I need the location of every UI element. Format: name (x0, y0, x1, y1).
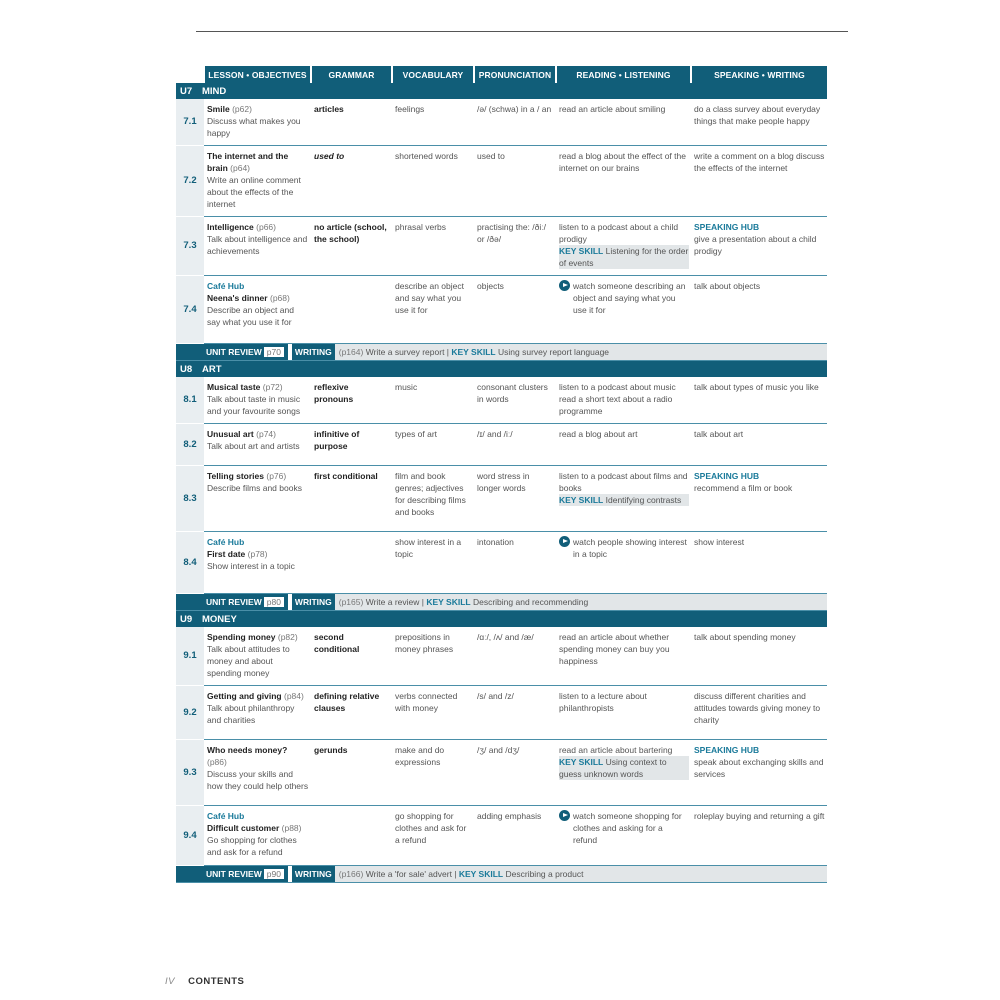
pronunciation-text: /ɪ/ and /iː/ (477, 429, 513, 439)
pronunciation-cell (474, 146, 556, 217)
contents-table (176, 66, 827, 883)
play-video-icon[interactable] (559, 280, 570, 291)
vocabulary-text: feelings (395, 104, 425, 114)
vocabulary-cell (392, 627, 474, 686)
unit-review-bar (176, 344, 827, 361)
writing-task-box: (p166) Write a 'for sale' advert | KEY SKILL Describing a product (335, 866, 827, 882)
vocabulary-text: shortened words (395, 151, 458, 161)
lesson-objectives-cell (204, 99, 311, 146)
reading-listening-cell (556, 686, 691, 740)
grammar-text: infinitive of purpose (314, 429, 360, 451)
lesson-title: Intelligence (207, 222, 254, 232)
lesson-objective: Discuss what makes you happy (207, 116, 301, 138)
pronunciation-cell (474, 99, 556, 146)
grammar-cell (311, 740, 392, 806)
unit-review-label-box (176, 594, 288, 610)
reading-listening-cell (556, 806, 691, 866)
writing-task-box: (p165) Write a review | KEY SKILL Describing and recommending (335, 594, 827, 610)
reading-text: read an article about whether spending money can buy you happiness (559, 632, 670, 666)
reading-listening-cell (556, 532, 691, 594)
reading-listening-cell (556, 424, 691, 466)
lesson-objectives-cell (204, 276, 311, 344)
lesson-title: Difficult customer (207, 823, 280, 833)
speaking-text: talk about objects (694, 281, 761, 291)
speaking-text: give a presentation about a child prodigy (694, 234, 817, 256)
grammar-cell (311, 627, 392, 686)
reading-text: listen to a podcast about films and books (559, 471, 688, 493)
reading-text: read an article about smiling (559, 104, 666, 114)
lesson-title: Who needs money? (207, 745, 288, 755)
lesson-objective: Talk about intelligence and achievements (207, 234, 308, 256)
speaking-writing-cell (691, 686, 827, 740)
vocabulary-cell (392, 99, 474, 146)
speaking-text: show interest (694, 537, 745, 547)
reading-text: watch someone describing an object and saying what you use it for (573, 281, 686, 315)
writing-page: (p166) (338, 869, 364, 879)
vocabulary-text: prepositions in money phrases (395, 632, 454, 654)
unit-name: MONEY (202, 613, 237, 625)
key-skill-label: KEY SKILL (559, 495, 604, 505)
lesson-objective: Talk about attitudes to money and about spending money (207, 644, 290, 678)
lesson-row (176, 217, 827, 276)
pronunciation-cell (474, 424, 556, 466)
review-key-skill-label: KEY SKILL (458, 869, 504, 879)
lesson-row (176, 686, 827, 740)
unit-review-label-box (176, 866, 288, 882)
unit-review-page: p80 (264, 597, 284, 607)
vocabulary-text: music (395, 382, 418, 392)
grammar-cell (311, 806, 392, 866)
lesson-page: (p84) (283, 691, 304, 701)
unit-row (176, 83, 827, 99)
header-pronunciation: PRONUNCIATION (474, 66, 556, 83)
speaking-writing-cell (691, 740, 827, 806)
lesson-objectives-cell (204, 377, 311, 424)
reading-listening-cell (556, 740, 691, 806)
grammar-text: first conditional (314, 471, 378, 481)
unit-number: U9 (180, 613, 193, 625)
lesson-title: Unusual art (207, 429, 254, 439)
lesson-objective: Describe an object and say what you use it for (207, 305, 294, 327)
lesson-number: 8.4 (176, 532, 204, 594)
reading-listening-cell (556, 627, 691, 686)
lesson-number: 8.3 (176, 466, 204, 532)
pronunciation-cell (474, 377, 556, 424)
header-vocabulary: VOCABULARY (392, 66, 474, 83)
pronunciation-cell (474, 806, 556, 866)
reading-text: read a blog about art (559, 429, 638, 439)
lesson-page: (p72) (262, 382, 283, 392)
reading-text: listen to a podcast about music read a short text about a radio programme (559, 382, 676, 416)
key-skill-box (559, 756, 689, 780)
grammar-cell (311, 466, 392, 532)
pronunciation-text: /ʒ/ and /dʒ/ (477, 745, 520, 755)
speaking-text: recommend a film or book (694, 483, 793, 493)
video-row (559, 280, 689, 316)
pronunciation-text: intonation (477, 537, 514, 547)
unit-review-label-box (176, 344, 288, 360)
play-video-icon[interactable] (559, 810, 570, 821)
lesson-objectives-cell (204, 424, 311, 466)
grammar-cell (311, 686, 392, 740)
grammar-text: second conditional (314, 632, 360, 654)
lesson-title: Musical taste (207, 382, 261, 392)
unit-review-row (176, 594, 827, 612)
speaking-writing-cell (691, 466, 827, 532)
lesson-page: (p66) (256, 222, 276, 232)
lesson-title: Neena's dinner (207, 293, 268, 303)
lesson-title: Telling stories (207, 471, 264, 481)
review-key-skill-label: KEY SKILL (426, 597, 471, 607)
pronunciation-cell (474, 217, 556, 276)
speaking-text: do a class survey about everyday things that make people happy (694, 104, 821, 126)
writing-task: Write a 'for sale' advert (365, 869, 452, 879)
lesson-objectives-cell (204, 740, 311, 806)
pronunciation-text: /s/ and /z/ (477, 691, 514, 701)
pronunciation-text: practising the: /ðiː/ or /ðə/ (477, 222, 546, 244)
lesson-page: (p88) (281, 823, 302, 833)
unit-review-bar (176, 594, 827, 611)
lesson-title: Getting and giving (207, 691, 282, 701)
lesson-objective: Show interest in a topic (207, 561, 295, 571)
lesson-number: 7.4 (176, 276, 204, 344)
vocabulary-cell (392, 806, 474, 866)
lesson-page: (p68) (269, 293, 290, 303)
pronunciation-text: objects (477, 281, 504, 291)
review-key-skill-text: Describing and recommending (472, 597, 589, 607)
grammar-text: defining relative clauses (314, 691, 380, 713)
grammar-cell (311, 99, 392, 146)
header-row (176, 66, 827, 83)
writing-label: WRITING (292, 866, 335, 882)
unit-review-cell (176, 344, 827, 362)
reading-listening-cell (556, 99, 691, 146)
vocabulary-text: show interest in a topic (395, 537, 462, 559)
lesson-row (176, 740, 827, 806)
speaking-writing-cell (691, 146, 827, 217)
unit-review-row (176, 866, 827, 884)
cafe-hub-label: Café Hub (207, 537, 245, 547)
reading-listening-cell (556, 466, 691, 532)
lesson-page: (p78) (247, 549, 268, 559)
review-key-skill-text: Using survey report language (498, 347, 610, 357)
lesson-objectives-cell (204, 806, 311, 866)
lesson-title: Smile (207, 104, 230, 114)
pronunciation-text: consonant clusters in words (477, 382, 548, 404)
reading-text: listen to a lecture about philanthropists (559, 691, 647, 713)
lesson-row (176, 146, 827, 217)
vocabulary-text: types of art (395, 429, 438, 439)
header-speaking: SPEAKING • WRITING (691, 66, 827, 83)
video-row (559, 536, 689, 560)
grammar-cell (311, 217, 392, 276)
lesson-row (176, 99, 827, 146)
lesson-page: (p64) (230, 163, 250, 173)
unit-review-label: UNIT REVIEW (206, 347, 262, 357)
lesson-row (176, 532, 827, 594)
speaking-writing-cell (691, 424, 827, 466)
speaking-writing-cell (691, 377, 827, 424)
pronunciation-cell (474, 532, 556, 594)
header-lesson: LESSON • OBJECTIVES (204, 66, 311, 83)
vocabulary-cell (392, 466, 474, 532)
speaking-writing-cell (691, 806, 827, 866)
writing-page: (p164) (338, 347, 364, 357)
reading-text: read a blog about the effect of the internet on our brains (559, 151, 686, 173)
unit-row (176, 611, 827, 627)
grammar-text: reflexive pronouns (314, 382, 354, 404)
grammar-text: used to (314, 151, 345, 161)
speaking-hub-label: SPEAKING HUB (694, 745, 760, 755)
lesson-number: 7.1 (176, 99, 204, 146)
reading-listening-cell (556, 377, 691, 424)
vocabulary-cell (392, 146, 474, 217)
lesson-number: 9.3 (176, 740, 204, 806)
lesson-row (176, 377, 827, 424)
speaking-writing-cell (691, 627, 827, 686)
grammar-cell (311, 276, 392, 344)
lesson-objective: Talk about philanthropy and charities (207, 703, 295, 725)
speaking-text: talk about art (694, 429, 744, 439)
unit-review-page: p70 (264, 347, 284, 357)
lesson-page: (p76) (266, 471, 287, 481)
lesson-number: 8.1 (176, 377, 204, 424)
lesson-row (176, 276, 827, 344)
writing-label: WRITING (292, 594, 335, 610)
lesson-page: (p62) (232, 104, 252, 114)
unit-review-row (176, 344, 827, 362)
lesson-number: 9.4 (176, 806, 204, 866)
speaking-text: roleplay buying and returning a gift (694, 811, 825, 821)
unit-review-bar (176, 866, 827, 883)
reading-text: watch someone shopping for clothes and asking for a refund (573, 811, 682, 845)
key-skill-text: Using context to guess unknown words (559, 757, 667, 779)
speaking-writing-cell (691, 99, 827, 146)
contents-table-wrapper (176, 66, 827, 883)
speaking-text: talk about types of music you like (694, 382, 819, 392)
pronunciation-cell (474, 466, 556, 532)
speaking-text: speak about exchanging skills and services (694, 757, 824, 779)
lesson-page: (p82) (277, 632, 298, 642)
vocabulary-text: describe an object and say what you use it for (395, 281, 464, 315)
lesson-row (176, 806, 827, 866)
cafe-hub-label: Café Hub (207, 811, 245, 821)
lesson-objectives-cell (204, 686, 311, 740)
writing-page: (p165) (338, 597, 364, 607)
vocabulary-cell (392, 377, 474, 424)
pronunciation-text: word stress in longer words (477, 471, 530, 493)
lesson-objectives-cell (204, 466, 311, 532)
writing-task-box: (p164) Write a survey report | KEY SKILL Using survey report language (335, 344, 827, 360)
lesson-page: (p74) (256, 429, 276, 439)
unit-heading (176, 361, 827, 377)
speaking-text: discuss different charities and attitudes towards giving money to charity (694, 691, 821, 725)
unit-review-label: UNIT REVIEW (206, 869, 262, 879)
key-skill-box (559, 245, 689, 269)
vocabulary-cell (392, 740, 474, 806)
header-reading: READING • LISTENING (556, 66, 691, 83)
reading-text: read an article about bartering (559, 745, 673, 755)
pronunciation-text: adding emphasis (477, 811, 542, 821)
lesson-row (176, 627, 827, 686)
reading-text: watch people showing interest in a topic (573, 537, 687, 559)
lesson-objective: Talk about taste in music and your favourite songs (207, 394, 301, 416)
lesson-title: The internet and the brain (207, 151, 289, 173)
reading-text: listen to a podcast about a child prodigy (559, 222, 679, 244)
writing-task: Write a survey report (365, 347, 445, 357)
lesson-number: 8.2 (176, 424, 204, 466)
lesson-number: 9.1 (176, 627, 204, 686)
unit-row (176, 361, 827, 377)
review-key-skill-label: KEY SKILL (451, 347, 496, 357)
pronunciation-text: /ɑː/, /ʌ/ and /æ/ (477, 632, 534, 642)
speaking-writing-cell (691, 217, 827, 276)
speaking-hub-label: SPEAKING HUB (694, 222, 760, 232)
grammar-text: no article (school, the school) (314, 222, 387, 244)
vocabulary-text: film and book genres; adjectives for describing films and books (395, 471, 466, 517)
vocabulary-cell (392, 686, 474, 740)
grammar-cell (311, 532, 392, 594)
play-video-icon[interactable] (559, 536, 570, 547)
lesson-objective: Talk about art and artists (207, 441, 300, 451)
lesson-page: (p86) (207, 757, 227, 767)
unit-name: MIND (202, 85, 227, 97)
key-skill-box (559, 494, 689, 506)
lesson-number: 7.2 (176, 146, 204, 217)
top-rule (196, 31, 848, 32)
pronunciation-cell (474, 627, 556, 686)
key-skill-label: KEY SKILL (559, 246, 604, 256)
lesson-objective: Discuss your skills and how they could help others (207, 769, 309, 791)
grammar-text: gerunds (314, 745, 348, 755)
unit-review-cell (176, 594, 827, 612)
lesson-number: 9.2 (176, 686, 204, 740)
key-skill-text: Identifying contrasts (605, 495, 682, 505)
lesson-number: 7.3 (176, 217, 204, 276)
lesson-objective: Write an online comment about the effects of the internet (207, 175, 301, 209)
speaking-writing-cell (691, 276, 827, 344)
pronunciation-text: /ə/ (schwa) in a / an (477, 104, 552, 114)
unit-review-cell (176, 866, 827, 884)
vocabulary-text: make and do expressions (395, 745, 445, 767)
video-row (559, 810, 689, 846)
page-footer (165, 976, 244, 987)
unit-number: U7 (180, 85, 193, 97)
vocabulary-cell (392, 217, 474, 276)
pronunciation-text: used to (477, 151, 505, 161)
key-skill-label: KEY SKILL (559, 757, 604, 767)
lesson-title: Spending money (207, 632, 276, 642)
vocabulary-text: verbs connected with money (395, 691, 458, 713)
speaking-hub-label: SPEAKING HUB (694, 471, 760, 481)
unit-number: U8 (180, 363, 193, 375)
lesson-row (176, 424, 827, 466)
lesson-row (176, 466, 827, 532)
grammar-cell (311, 146, 392, 217)
pronunciation-cell (474, 686, 556, 740)
lesson-objective: Go shopping for clothes and ask for a refund (207, 835, 297, 857)
lesson-objectives-cell (204, 627, 311, 686)
speaking-writing-cell (691, 532, 827, 594)
grammar-cell (311, 377, 392, 424)
vocabulary-cell (392, 424, 474, 466)
lesson-objectives-cell (204, 146, 311, 217)
lesson-objectives-cell (204, 217, 311, 276)
speaking-text: write a comment on a blog discuss the effects of the internet (694, 151, 825, 173)
grammar-text: articles (314, 104, 344, 114)
footer-title: CONTENTS (188, 976, 245, 987)
unit-name: ART (202, 363, 222, 375)
grammar-cell (311, 424, 392, 466)
header-grammar: GRAMMAR (311, 66, 392, 83)
lesson-title: First date (207, 549, 246, 559)
reading-listening-cell (556, 146, 691, 217)
lesson-objective: Describe films and books (207, 483, 302, 493)
unit-heading (176, 611, 827, 627)
header-blank (176, 66, 204, 83)
reading-listening-cell (556, 217, 691, 276)
writing-task: Write a review (365, 597, 420, 607)
vocabulary-text: go shopping for clothes and ask for a refund (395, 811, 467, 845)
cafe-hub-label: Café Hub (207, 281, 245, 291)
vocabulary-cell (392, 532, 474, 594)
unit-review-label: UNIT REVIEW (206, 597, 262, 607)
pronunciation-cell (474, 740, 556, 806)
review-key-skill-text: Describing a product (505, 869, 584, 879)
unit-heading (176, 83, 827, 99)
vocabulary-text: phrasal verbs (395, 222, 447, 232)
unit-review-page: p90 (264, 869, 284, 879)
key-skill-text: Listening for the order of events (559, 246, 689, 268)
lesson-objectives-cell (204, 532, 311, 594)
writing-label: WRITING (292, 344, 335, 360)
reading-listening-cell (556, 276, 691, 344)
pronunciation-cell (474, 276, 556, 344)
speaking-text: talk about spending money (694, 632, 796, 642)
page-number: IV (165, 976, 175, 987)
vocabulary-cell (392, 276, 474, 344)
